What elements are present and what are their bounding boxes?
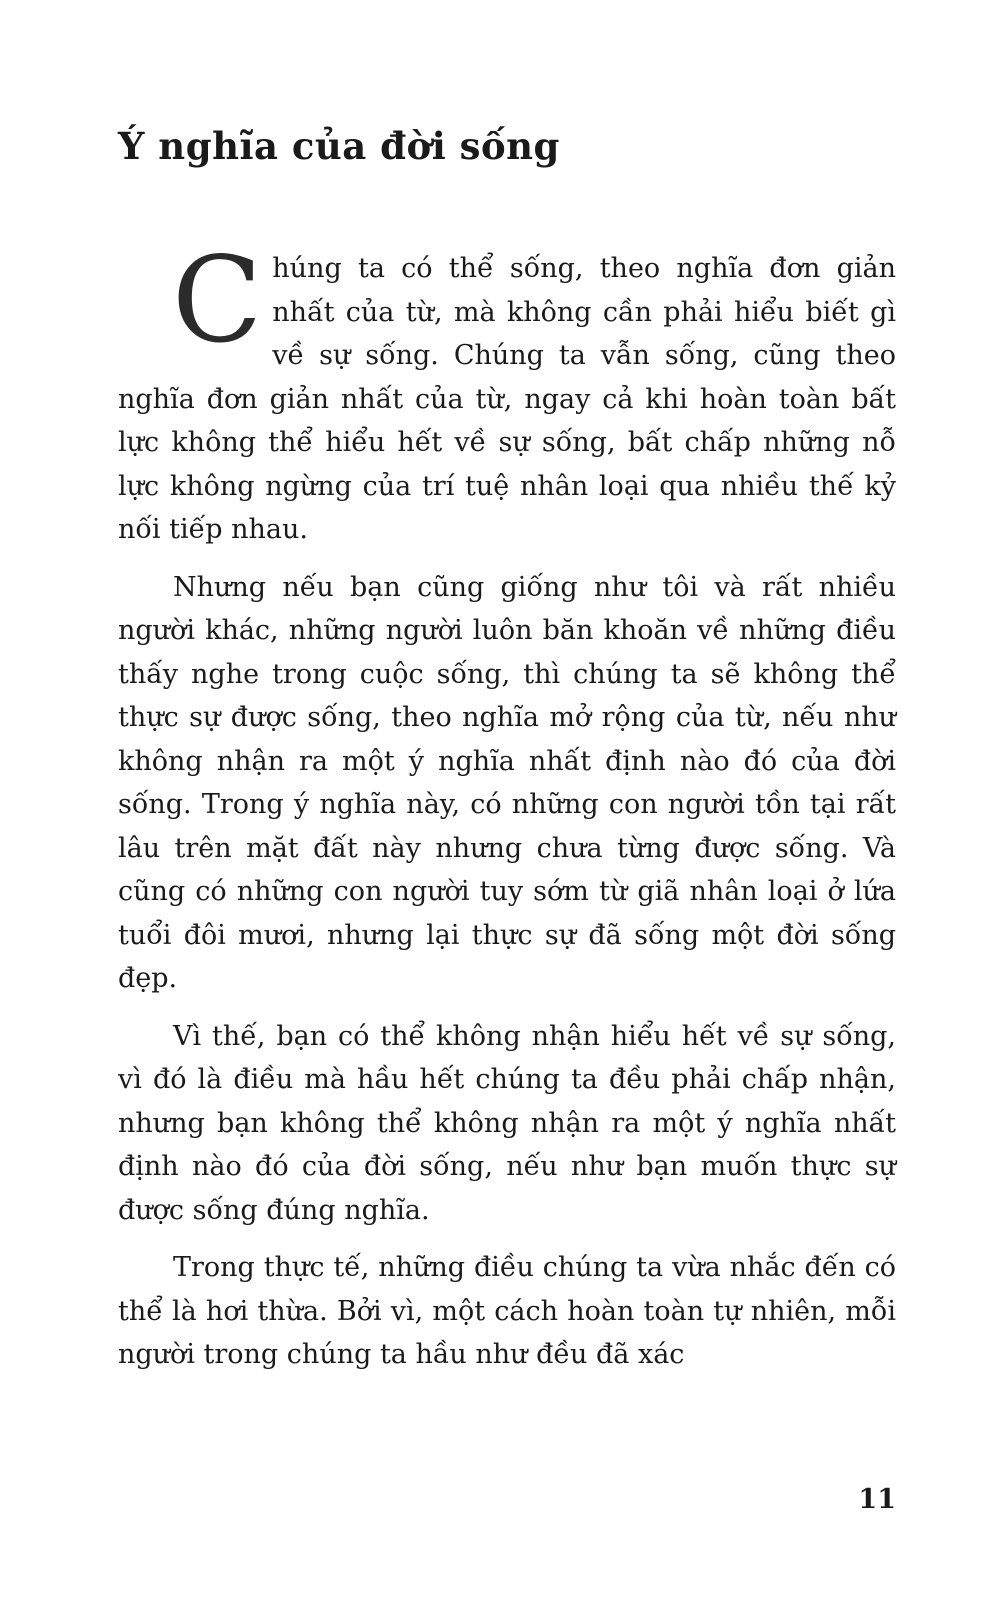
paragraph-text: húng ta có thể sống, theo nghĩa đơn giản nhất của từ, mà không cần phải hiểu biết gì về sự sống. Chúng ta vẫn sống, cũng theo nghĩa đơn giản nhất của từ, ngay cả khi hoàn toàn bất lực không thể hiểu hết về sự sống, bất chấp những nỗ lực không ngừng của trí tuệ nhân loại qua nhiều thế kỷ nối tiếp nhau. [118, 253, 896, 545]
drop-cap: C [172, 231, 263, 369]
page-number: 11 [858, 1484, 896, 1515]
body-text [118, 231, 896, 1391]
paragraph: Nhưng nếu bạn cũng giống như tôi và rất nhiều người khác, những người luôn băn khoăn về những điều thấy nghe trong cuộc sống, thì chúng ta sẽ không thể thực sự được sống, theo nghĩa mở rộng của từ, nếu như không nhận ra một ý nghĩa nhất định nào đó của đời sống. Trong ý nghĩa này, có những con người tồn tại rất lâu trên mặt đất này nhưng chưa từng được sống. Và cũng có những con người tuy sớm từ giã nhân loại ở lứa tuổi đôi mươi, nhưng lại thực sự đã sống một đời sống đẹp. [118, 571, 896, 994]
book-page [118, 0, 896, 1600]
paragraph: Trong thực tế, những điều chúng ta vừa nhắc đến có thể là hơi thừa. Bởi vì, một cách hoàn toàn tự nhiên, mỗi người trong chúng ta hầu như đều đã xác [118, 1252, 896, 1370]
paragraph [118, 231, 896, 552]
paragraph: Vì thế, bạn có thể không nhận hiểu hết về sự sống, vì đó là điều mà hầu hết chúng ta đều phải chấp nhận, nhưng bạn không thể không nhận ra một ý nghĩa nhất định nào đó của đời sống, nếu như bạn muốn thực sự được sống đúng nghĩa. [118, 1020, 896, 1226]
chapter-title: Ý nghĩa của đời sống [118, 124, 560, 168]
